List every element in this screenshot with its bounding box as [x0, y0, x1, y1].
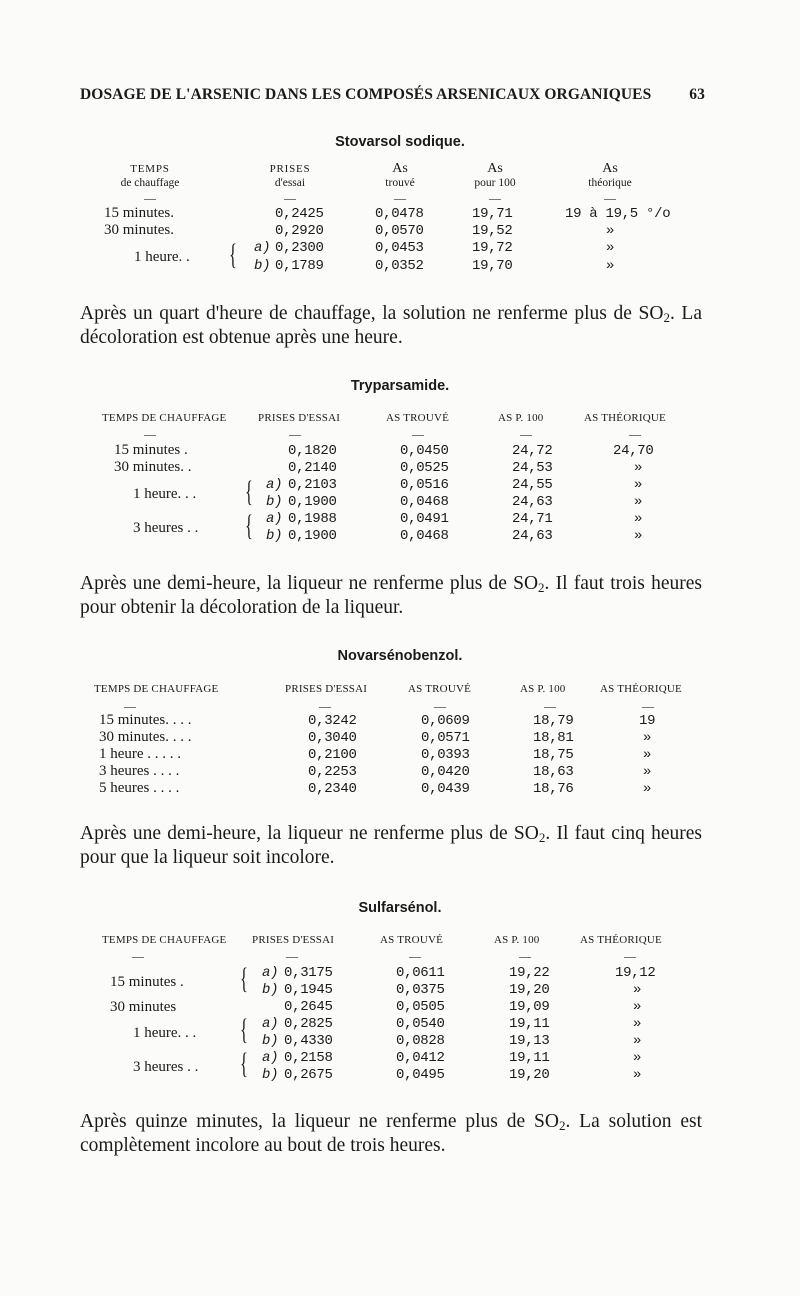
row-prise: 0,2340: [308, 781, 357, 797]
row-time: 30 minutes: [110, 999, 177, 1015]
dash: —: [642, 699, 654, 713]
header-as-theo: AS THÉORIQUE: [580, 934, 662, 946]
row-theo: »: [634, 528, 643, 544]
row-sub: b): [262, 1067, 279, 1083]
brace-icon: {: [240, 1047, 248, 1080]
row-p100: 19,70: [472, 258, 513, 274]
row-p100: 18,79: [533, 713, 574, 729]
row-trouve: 0,0540: [396, 1016, 445, 1032]
row-trouve: 0,0505: [396, 999, 445, 1015]
header-prises: PRISES: [269, 163, 311, 175]
dash: —: [434, 699, 446, 713]
row-trouve: 0,0491: [400, 511, 449, 527]
row-p100: 19,09: [509, 999, 550, 1015]
brace-icon: {: [245, 475, 253, 508]
row-sub: a): [266, 511, 283, 527]
dash: —: [412, 427, 424, 441]
row-p100: 19,22: [509, 965, 550, 981]
row-time: 1 heure. . .: [133, 486, 197, 502]
row-p100: 19,11: [509, 1016, 550, 1032]
row-prise: 0,2100: [308, 747, 357, 763]
row-prise: 0,3175: [284, 965, 333, 981]
row-time: 5 heures . . . .: [99, 780, 180, 796]
row-prise: 0,2920: [275, 223, 324, 239]
row-time: 3 heures . .: [133, 520, 199, 536]
row-theo: 19 à 19,5 °/o: [565, 206, 671, 222]
row-theo: 19,12: [615, 965, 656, 981]
row-p100: 18,76: [533, 781, 574, 797]
header-as-p100: AS P. 100: [498, 412, 544, 424]
row-trouve: 0,0609: [421, 713, 470, 729]
header-temps: TEMPS DE CHAUFFAGE: [102, 934, 227, 946]
row-sub: a): [262, 1016, 279, 1032]
row-time: 15 minutes. . . .: [99, 712, 192, 728]
row-time: 15 minutes .: [110, 974, 184, 990]
brace-icon: {: [229, 238, 237, 271]
row-prise: 0,1789: [275, 258, 324, 274]
row-trouve: 0,0516: [400, 477, 449, 493]
header-as-p100: AS P. 100: [494, 934, 540, 946]
row-theo: »: [633, 1033, 642, 1049]
brace-icon: {: [240, 1013, 248, 1046]
row-trouve: 0,0525: [400, 460, 449, 476]
row-trouve: 0,0412: [396, 1050, 445, 1066]
header-prises: PRISES D'ESSAI: [252, 934, 335, 946]
row-time: 1 heure. . .: [133, 1025, 197, 1041]
row-sub: b): [262, 1033, 279, 1049]
header-as-trouve: AS TROUVÉ: [386, 412, 450, 424]
row-theo: »: [606, 240, 615, 256]
row-sub: b): [266, 494, 283, 510]
header-as-trouve-sub: trouvé: [385, 177, 415, 189]
header-as-theo: AS THÉORIQUE: [584, 412, 666, 424]
row-trouve: 0,0439: [421, 781, 470, 797]
row-prise: 0,2425: [275, 206, 324, 222]
row-p100: 24,63: [512, 494, 553, 510]
brace-icon: {: [245, 509, 253, 542]
row-trouve: 0,0828: [396, 1033, 445, 1049]
dash: —: [289, 427, 301, 441]
row-p100: 19,20: [509, 982, 550, 998]
row-p100: 19,72: [472, 240, 513, 256]
row-prise: 0,1900: [288, 528, 337, 544]
row-theo: »: [643, 730, 652, 746]
header-as-p100: AS P. 100: [520, 683, 566, 695]
row-trouve: 0,0495: [396, 1067, 445, 1083]
dash: —: [544, 699, 556, 713]
row-p100: 19,20: [509, 1067, 550, 1083]
paragraph-tryparsamide: Après une demi-heure, la liqueur ne renferme plus de $SO_2$. Il faut trois heures pour obtenir la décoloration de la liqueur.: [80, 573, 702, 618]
paragraph-novarsenobenzol: Après une demi-heure, la liqueur ne renferme plus de $SO_2$. Il faut cinq heures pour que la liqueur soit incolore.: [80, 823, 702, 868]
header-as-trouve: As: [392, 161, 408, 176]
row-prise: 0,2300: [275, 240, 324, 256]
row-theo: »: [634, 460, 643, 476]
row-prise: 0,2158: [284, 1050, 333, 1066]
running-head: [80, 86, 705, 104]
row-theo: 24,70: [613, 443, 654, 459]
dash: —: [319, 699, 331, 713]
dash: —: [144, 427, 156, 441]
row-theo: »: [606, 258, 615, 274]
dash: —: [520, 427, 532, 441]
header-temps: TEMPS DE CHAUFFAGE: [94, 683, 219, 695]
row-sub: a): [262, 965, 279, 981]
row-sub: a): [254, 240, 271, 256]
row-p100: 18,75: [533, 747, 574, 763]
row-sub: b): [254, 258, 271, 274]
section-title-tryparsamide: Tryparsamide.: [350, 378, 450, 394]
header-prises: PRISES D'ESSAI: [258, 412, 341, 424]
row-theo: 19: [639, 713, 656, 729]
dash: —: [124, 699, 136, 713]
row-theo: »: [606, 223, 615, 239]
row-theo: »: [634, 511, 643, 527]
header-as-trouve: AS TROUVÉ: [408, 683, 472, 695]
row-theo: »: [633, 999, 642, 1015]
row-p100: 24,53: [512, 460, 553, 476]
row-theo: »: [633, 1016, 642, 1032]
paragraph-sulfarsenol: Après quinze minutes, la liqueur ne renferme plus de $SO_2$. La solution est complètement incolore au bout de trois heures.: [80, 1111, 702, 1156]
row-theo: »: [643, 747, 652, 763]
row-theo: »: [633, 982, 642, 998]
row-time: 1 heure . . . . .: [99, 746, 182, 762]
dash: —: [489, 191, 501, 205]
row-theo: »: [643, 781, 652, 797]
row-theo: »: [633, 1067, 642, 1083]
header-prises: PRISES D'ESSAI: [285, 683, 368, 695]
dash: —: [409, 949, 421, 963]
section-title-sulfarsenol: Sulfarsénol.: [358, 900, 442, 916]
header-temps: TEMPS DE CHAUFFAGE: [102, 412, 227, 424]
dash: —: [132, 949, 144, 963]
row-prise: 0,1900: [288, 494, 337, 510]
row-theo: »: [643, 764, 652, 780]
row-p100: 18,81: [533, 730, 574, 746]
row-prise: 0,1820: [288, 443, 337, 459]
section-title-stovarsol: Stovarsol sodique.: [335, 134, 465, 150]
row-time: 1 heure. .: [134, 249, 190, 265]
row-trouve: 0,0393: [421, 747, 470, 763]
row-sub: a): [262, 1050, 279, 1066]
row-trouve: 0,0420: [421, 764, 470, 780]
row-prise: 0,1945: [284, 982, 333, 998]
dash: —: [286, 949, 298, 963]
row-p100: 18,63: [533, 764, 574, 780]
row-p100: 24,63: [512, 528, 553, 544]
row-p100: 24,71: [512, 511, 553, 527]
header-as-p100-sub: pour 100: [474, 177, 516, 189]
row-theo: »: [634, 477, 643, 493]
row-trouve: 0,0352: [375, 258, 424, 274]
row-theo: »: [633, 1050, 642, 1066]
row-trouve: 0,0468: [400, 494, 449, 510]
row-sub: a): [266, 477, 283, 493]
row-trouve: 0,0468: [400, 528, 449, 544]
row-time: 15 minutes.: [104, 205, 174, 221]
dash: —: [629, 427, 641, 441]
header-as-p100: As: [487, 161, 503, 176]
row-prise: 0,2645: [284, 999, 333, 1015]
row-trouve: 0,0453: [375, 240, 424, 256]
row-time: 30 minutes.: [104, 222, 174, 238]
row-trouve: 0,0478: [375, 206, 424, 222]
row-p100: 19,71: [472, 206, 513, 222]
header-as-theo: As: [602, 161, 618, 176]
row-prise: 0,2675: [284, 1067, 333, 1083]
row-p100: 19,11: [509, 1050, 550, 1066]
dash: —: [624, 949, 636, 963]
row-time: 3 heures . .: [133, 1059, 199, 1075]
row-prise: 0,2253: [308, 764, 357, 780]
row-trouve: 0,0571: [421, 730, 470, 746]
row-prise: 0,2103: [288, 477, 337, 493]
row-prise: 0,2825: [284, 1016, 333, 1032]
row-time: 30 minutes. .: [114, 459, 192, 475]
running-head-title: DOSAGE DE L'ARSENIC DANS LES COMPOSÉS ARSENICAUX ORGANIQUES: [80, 86, 652, 103]
row-time: 30 minutes. . . .: [99, 729, 192, 745]
row-trouve: 0,0570: [375, 223, 424, 239]
row-trouve: 0,0375: [396, 982, 445, 998]
row-p100: 19,52: [472, 223, 513, 239]
dash: —: [604, 191, 616, 205]
header-as-theo-sub: théorique: [588, 177, 632, 189]
paragraph-stovarsol: Après un quart d'heure de chauffage, la solution ne renferme plus de $SO_2$. La décoloration est obtenue après une heure.: [80, 303, 702, 348]
row-prise: 0,3040: [308, 730, 357, 746]
row-time: 3 heures . . . .: [99, 763, 180, 779]
dash: —: [284, 191, 296, 205]
row-theo: »: [634, 494, 643, 510]
header-temps: TEMPS: [130, 163, 170, 175]
row-sub: b): [262, 982, 279, 998]
row-p100: 19,13: [509, 1033, 550, 1049]
row-prise: 0,2140: [288, 460, 337, 476]
header-prises-sub: d'essai: [274, 177, 306, 189]
brace-icon: {: [240, 962, 248, 995]
row-prise: 0,3242: [308, 713, 357, 729]
row-prise: 0,4330: [284, 1033, 333, 1049]
row-trouve: 0,0611: [396, 965, 445, 981]
row-sub: b): [266, 528, 283, 544]
dash: —: [394, 191, 406, 205]
row-p100: 24,72: [512, 443, 553, 459]
header-temps-sub: de chauffage: [120, 177, 180, 189]
section-title-novarsenobenzol: Novarsénobenzol.: [337, 648, 463, 664]
header-as-theo: AS THÉORIQUE: [600, 683, 682, 695]
page-number: 63: [689, 86, 705, 103]
dash: —: [519, 949, 531, 963]
row-time: 15 minutes .: [114, 442, 188, 458]
dash: —: [144, 191, 156, 205]
header-as-trouve: AS TROUVÉ: [380, 934, 444, 946]
row-trouve: 0,0450: [400, 443, 449, 459]
row-p100: 24,55: [512, 477, 553, 493]
row-prise: 0,1988: [288, 511, 337, 527]
